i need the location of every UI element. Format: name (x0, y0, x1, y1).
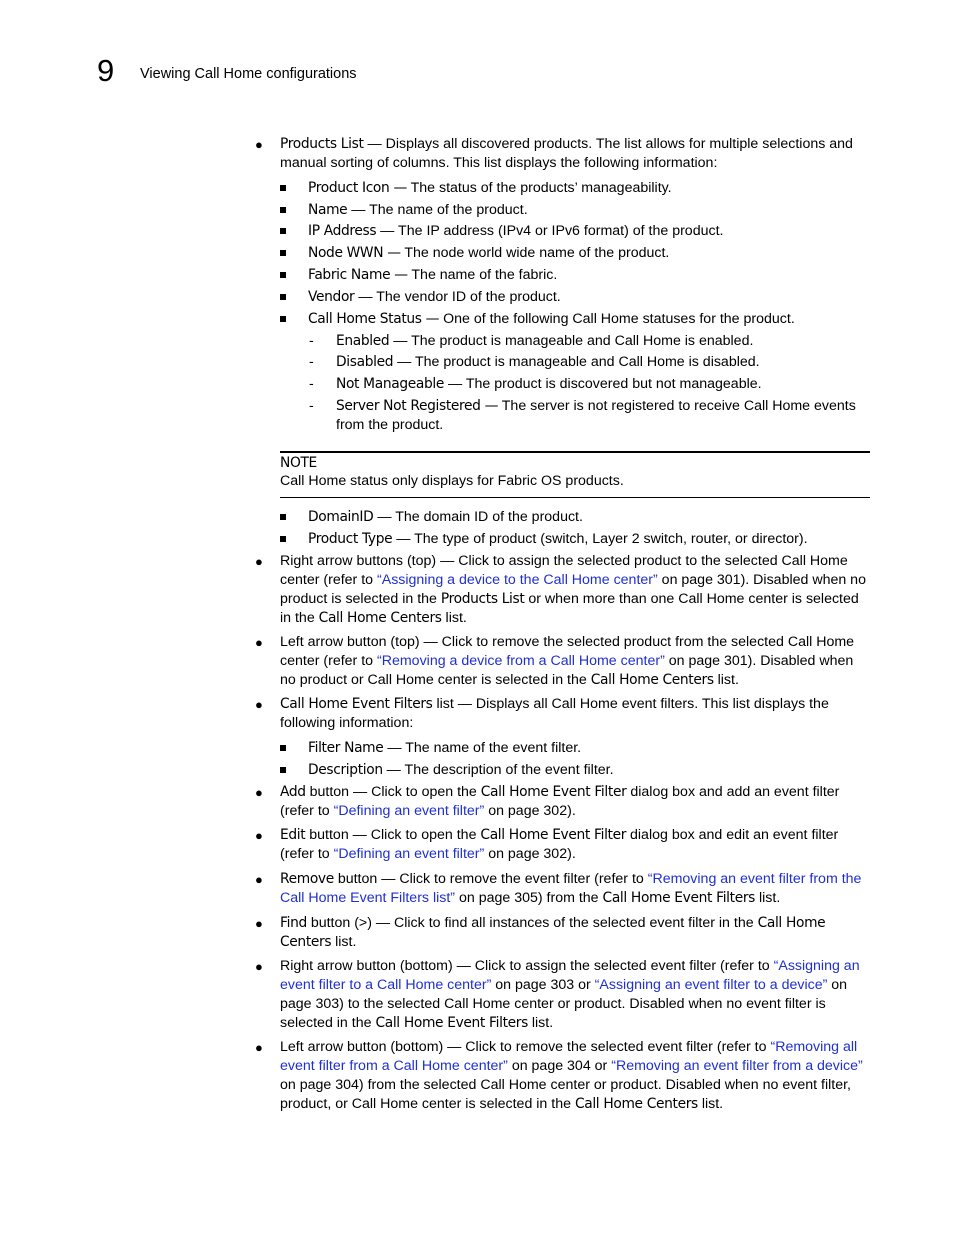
sub-item-node-wwn (308, 244, 868, 263)
chapter-number: 9 (97, 53, 115, 88)
square-bullet-icon (280, 272, 286, 278)
bullet-add (255, 783, 872, 821)
sub-item-domain-id (308, 508, 868, 527)
body-text: list. (697, 1096, 724, 1112)
xref-link[interactable]: “Assigning an event filter to a device” (594, 977, 828, 993)
body-text: or when more than one Call Home center is selected in the (280, 591, 859, 626)
term-label: Disabled (336, 354, 394, 370)
body-text: on page 301). Disabled when no product is selected in the (280, 572, 866, 607)
term-label: Call Home Status — (308, 311, 440, 327)
square-bullet-icon (280, 767, 286, 773)
term-desc: — The type of product (switch, Layer 2 switch, router, or director). (392, 531, 808, 547)
ui-term: Call Home Event Filter (480, 784, 627, 800)
body-text: Right arrow buttons (top) — Click to assign the selected product to the selected Call Home center (refer to (280, 553, 848, 588)
term-desc: — Displays all discovered products. The list allows for multiple selections and manual sorting of columns. This list displays the following information: (280, 136, 853, 171)
bullet-right-arrow-top (255, 552, 872, 628)
bullet-find (255, 914, 872, 952)
term-label: Products List (280, 136, 364, 152)
ui-term: Add (280, 784, 306, 800)
term-desc: — The product is manageable and Call Home is disabled. (393, 354, 760, 370)
term-desc: — The domain ID of the product. (373, 509, 583, 525)
bullet-icon: ● (255, 1040, 263, 1055)
body-text: list. (755, 890, 781, 906)
sub-item-vendor (308, 288, 868, 307)
ui-term: Call Home Centers (574, 1096, 698, 1112)
xref-link[interactable]: “Assigning a device to the Call Home center” (377, 572, 658, 588)
bullet-icon: ● (255, 635, 263, 650)
ui-term: Call Home Event Filters (602, 890, 756, 906)
status-not-manageable (309, 375, 870, 394)
term-desc: The node world wide name of the product. (400, 245, 670, 261)
term-desc: One of the following Call Home statuses for the product. (439, 311, 795, 327)
sub-item-fabric-name (308, 266, 868, 285)
bullet-products-list (255, 135, 872, 173)
body-text: list. (441, 610, 467, 626)
bullet-event-filters (255, 695, 872, 733)
body-text: list. (331, 934, 357, 950)
body-text: dialog box and add an event filter (refer to (280, 784, 840, 819)
term-label: Description (308, 762, 383, 778)
term-desc: — The name of the event filter. (383, 740, 582, 756)
bullet-remove (255, 870, 872, 908)
term-desc: — The product is manageable and Call Home is enabled. (389, 333, 754, 349)
body-text: on page 301). Disabled when no product or Call Home center is selected in the (280, 653, 854, 688)
term-desc: — The IP address (IPv4 or IPv6 format) of the product. (376, 223, 724, 239)
term-label: IP Address (308, 223, 377, 239)
term-label: Server Not Registered — (336, 398, 499, 414)
body-text: on page 303 or (491, 977, 595, 993)
note-label: NOTE (280, 455, 317, 471)
bullet-icon: ● (255, 137, 263, 152)
xref-link[interactable]: “Defining an event filter” (333, 846, 485, 862)
term-label: Filter Name (308, 740, 384, 756)
sub-item-ip-address (308, 222, 868, 241)
ui-term: Call Home Event Filters (375, 1015, 528, 1031)
bullet-icon: ● (255, 697, 263, 712)
body-text: button (>) — Click to find all instances of the selected event filter in the (306, 915, 758, 931)
body-text: on page 305) from the (455, 890, 603, 906)
dash-bullet: - (309, 354, 314, 370)
status-server-not-registered (309, 397, 870, 435)
status-disabled (309, 353, 870, 372)
term-label: DomainID (308, 509, 374, 525)
ui-term: Call Home Centers (318, 610, 442, 626)
bullet-icon: ● (255, 828, 263, 843)
term-desc: — The vendor ID of the product. (354, 289, 561, 305)
term-label: Name (308, 202, 348, 218)
body-text: Left arrow button (bottom) — Click to remove the selected event filter (refer to (280, 1039, 771, 1055)
sub-item-description (308, 761, 868, 780)
body-text: dialog box and edit an event filter (refer to (280, 827, 839, 862)
ui-term: Find (280, 915, 307, 931)
ui-term: Remove (280, 871, 334, 887)
term-label: Node WWN — (308, 245, 401, 261)
square-bullet-icon (280, 185, 286, 191)
bullet-icon: ● (255, 916, 263, 931)
square-bullet-icon (280, 514, 286, 520)
xref-link[interactable]: “Removing a device from a Call Home center” (377, 653, 665, 669)
term-label: Product Type (308, 531, 393, 547)
term-label: Fabric Name — (308, 267, 408, 283)
status-enabled (309, 332, 870, 351)
body-text: on page 304) from the selected Call Home center or product. Disabled when no event filter, product, or Call Home center is selected in the (280, 1077, 851, 1112)
bullet-icon: ● (255, 872, 263, 887)
xref-link[interactable]: “Removing an event filter from the Call Home Event Filters list” (280, 871, 862, 906)
ui-term: Call Home Event Filter (480, 827, 627, 843)
ui-term: Call Home Centers (590, 672, 714, 688)
note-box (280, 451, 870, 498)
term-label: Enabled (336, 333, 390, 349)
sub-item-product-icon (308, 179, 868, 198)
ui-term: Products List (440, 591, 525, 607)
bullet-left-arrow-top (255, 633, 872, 690)
bullet-edit (255, 826, 872, 864)
square-bullet-icon (280, 250, 286, 256)
xref-link[interactable]: “Removing all event filter from a Call Home center” (280, 1039, 858, 1074)
body-text: list. (713, 672, 739, 688)
term-label: Call Home Event Filters (280, 696, 433, 712)
body-text: Right arrow button (bottom) — Click to assign the selected event filter (refer to (280, 958, 774, 974)
body-text: on page 304 or (507, 1058, 612, 1074)
body-text: button — Click to open the (305, 784, 481, 800)
body-text: on page 302). (484, 846, 576, 862)
dash-bullet: - (309, 398, 314, 414)
square-bullet-icon (280, 228, 286, 234)
square-bullet-icon (280, 745, 286, 751)
xref-link[interactable]: “Assigning an event filter to a Call Home center” (280, 958, 860, 993)
term-desc: The name of the fabric. (407, 267, 558, 283)
body-text: button — Click to open the (305, 827, 481, 843)
xref-link[interactable]: “Defining an event filter” (333, 803, 485, 819)
bullet-left-arrow-bottom (255, 1038, 872, 1114)
square-bullet-icon (280, 294, 286, 300)
term-desc: The status of the products’ manageability. (406, 180, 672, 196)
bullet-icon: ● (255, 959, 263, 974)
body-text: list. (527, 1015, 554, 1031)
body-text: on page 302). (484, 803, 576, 819)
dash-bullet: - (309, 333, 314, 349)
note-text: Call Home status only displays for Fabric OS products. (280, 473, 624, 489)
body-text: Left arrow button (top) — Click to remove the selected product from the selected Call Home center (refer to (280, 634, 855, 669)
dash-bullet: - (309, 376, 314, 392)
term-desc: The server is not registered to receive Call Home events from the product. (336, 398, 856, 433)
term-label: Not Manageable (336, 376, 444, 392)
term-desc: — The product is discovered but not manageable. (444, 376, 762, 392)
term-label: Product Icon — (308, 180, 407, 196)
sub-item-product-type (308, 530, 868, 549)
bullet-icon: ● (255, 554, 263, 569)
body-text: button — Click to remove the event filter (refer to (333, 871, 648, 887)
term-label: Vendor (308, 289, 355, 305)
square-bullet-icon (280, 316, 286, 322)
sub-item-call-home-status (308, 310, 868, 329)
term-desc: list — Displays all Call Home event filters. This list displays the following information: (280, 696, 829, 731)
term-desc: — The description of the event filter. (382, 762, 614, 778)
body-text: on page 303) to the selected Call Home center or product. Disabled when no event filter is selected in the (280, 977, 848, 1031)
xref-link[interactable]: “Removing an event filter from a device” (611, 1058, 863, 1074)
chapter-title: Viewing Call Home configurations (140, 66, 357, 82)
square-bullet-icon (280, 536, 286, 542)
bullet-icon: ● (255, 785, 263, 800)
sub-item-name (308, 201, 868, 220)
square-bullet-icon (280, 207, 286, 213)
sub-item-filter-name (308, 739, 868, 758)
term-desc: — The name of the product. (347, 202, 528, 218)
ui-term: Call Home Centers (280, 915, 826, 950)
ui-term: Edit (280, 827, 306, 843)
bullet-right-arrow-bottom (255, 957, 872, 1033)
